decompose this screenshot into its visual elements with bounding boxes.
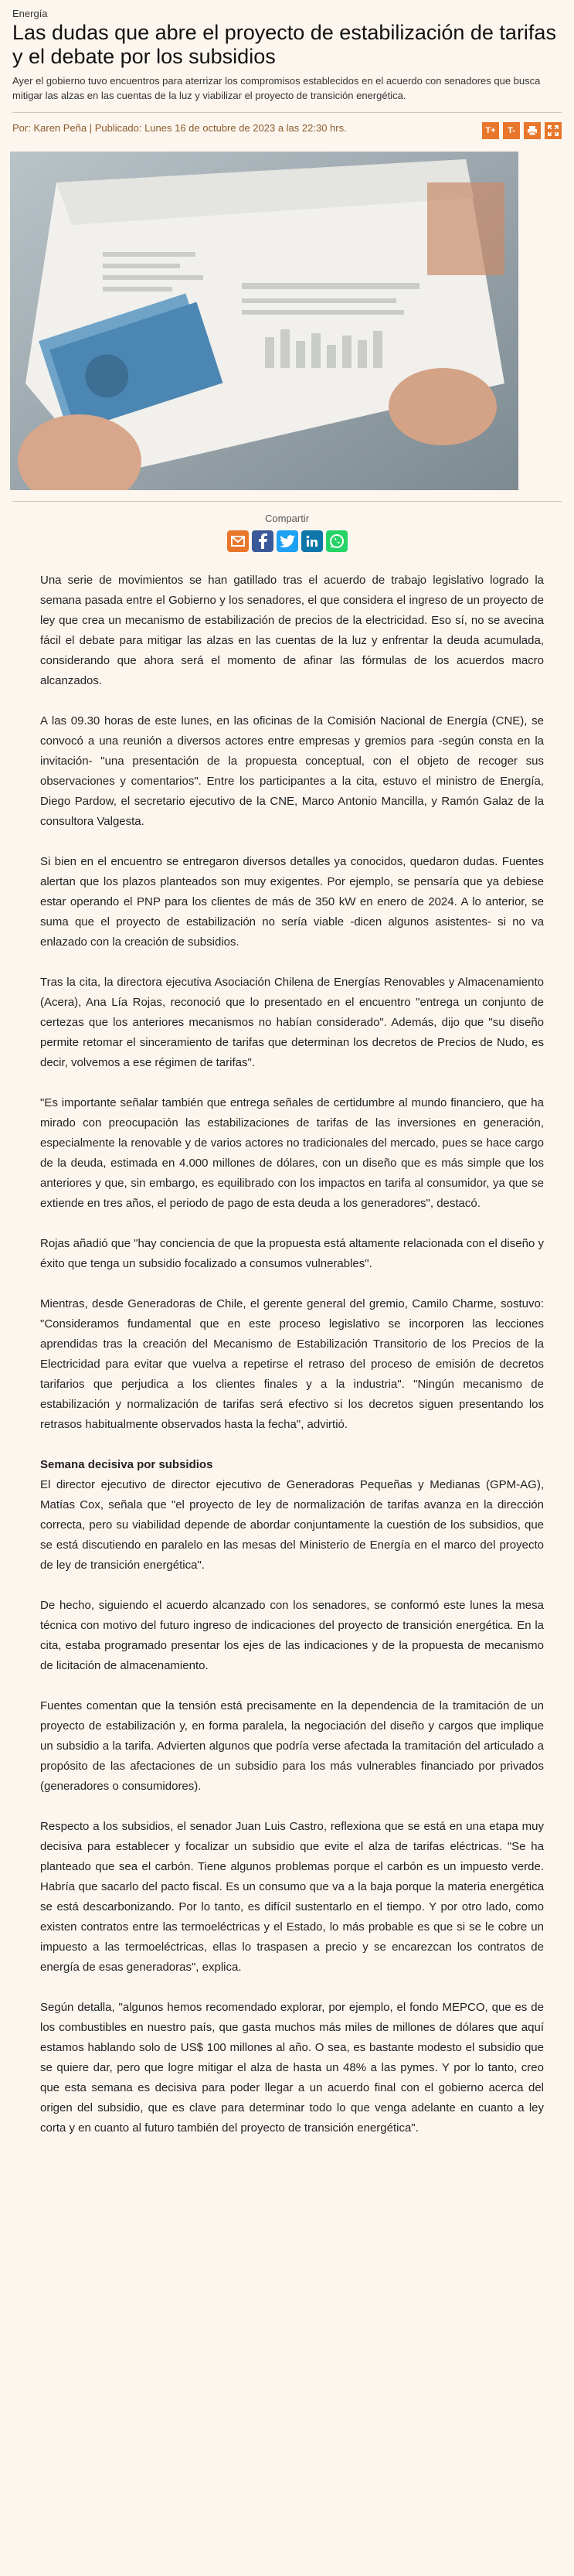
email-icon[interactable] [227, 530, 249, 552]
print-icon[interactable] [524, 122, 541, 139]
share-label: Compartir [264, 513, 310, 524]
share-buttons [0, 530, 574, 552]
paragraph: De hecho, siguiendo el acuerdo alcanzado con los senadores, se conformó este lunes la mesa técnica con motivo del futuro ingreso de indicaciones del proyecto de transición energética. En la cita, estaba programado presentar los ejes de las indicaciones y de la propuesta de mecanismo de licitación de almacenamiento. [40, 1599, 544, 1672]
paragraph: Respecto a los subsidios, el senador Juan Luis Castro, reflexiona que se está en una etapa muy decisiva para establecer y focalizar un subsidio que evite el alza de tarifas eléctricas. "Se ha planteado que sea el carbón. Tiene algunos problemas porque el carbón es un impuesto verde. Habría que sacarlo del pacto fiscal. Es un consumo que va a la baja porque la materia energética se está descarbonizando. Por lo tanto, es difícil sustentarlo en el tiempo. Y por otro lado, como existen contratos entre las termoeléctricas y el Estado, lo más probable es que si se le cobre un impuesto a las termoeléctricas, ellas lo traspasen a precio y se encarezcan los contratos de energía de esas generadoras", explica. [40, 1820, 544, 1974]
font-increase-icon[interactable] [482, 122, 499, 139]
article-tools [482, 122, 562, 139]
article-header [0, 0, 574, 145]
publish-date: | Publicado: Lunes 16 de octubre de 2023 a las 22:30 hrs. [89, 122, 347, 134]
paragraph: Tras la cita, la directora ejecutiva Asociación Chilena de Energías Renovables y Almacenamiento (Acera), Ana Lía Rojas, reconoció que lo presentado en el encuentro "entrega un conjunto de certezas que los anteriores mecanismos no habían considerado". Además, dijo que "su diseño permite retomar el sinceramiento de tarifas que determinan los decretos de Precios de Nudo, es decir, volvemos a ese régimen de tarifas". [40, 976, 544, 1069]
paragraph: El director ejecutivo de director ejecutivo de Generadoras Pequeñas y Medianas (GPM-AG), Matías Cox, señala que "el proyecto de ley de normalización de tarifas avanza en la dirección correcta, pero su viabilidad depende de abordar conjuntamente la cuestión de los subsidios, que se está discutiendo en paralelo en las mesas del Ministerio de Energía en el marco del proyecto de ley de transición energética". [40, 1478, 544, 1572]
whatsapp-icon[interactable] [326, 530, 348, 552]
article-photo [10, 152, 518, 490]
facebook-icon[interactable] [252, 530, 273, 552]
font-increase-label: T+ [485, 126, 496, 135]
author-link[interactable]: Karen Peña [33, 122, 87, 134]
article-body [0, 571, 574, 2138]
paragraph: A las 09.30 horas de este lunes, en las oficinas de la Comisión Nacional de Energía (CNE), se convocó a una reunión a diversos actores entre empresas y gremios para -según consta en la invitación- "una presentación de la propuesta conceptual, con el objeto de recoger sus observaciones y comentarios". Entre los participantes a la cita, estuvo el ministro de Energía, Diego Pardow, el secretario ejecutivo de la CNE, Marco Antonio Mancilla, y Ramón Galaz de la consultora Valgesta. [40, 714, 544, 828]
section-label[interactable]: Energía [12, 8, 48, 19]
article-meta [12, 113, 562, 145]
twitter-icon[interactable] [277, 530, 298, 552]
font-decrease-icon[interactable] [503, 122, 520, 139]
linkedin-icon[interactable] [301, 530, 323, 552]
paragraph: Fuentes comentan que la tensión está precisamente en la dependencia de la tramitación de un proyecto de estabilización y, en forma paralela, la negociación del diseño y cargos que implique un subsidio a la tarifa. Advierten algunos que podría verse afectada la tramitación del articulado a propósito de las afectaciones de un subsidio para los más vulnerables financiado por privados (generadores o consumidores). [40, 1699, 544, 1793]
article-title: Las dudas que abre el proyecto de estabilización de tarifas y el debate por los subsidios [12, 21, 556, 68]
by-label: Por: [12, 122, 31, 134]
paragraph: Una serie de movimientos se han gatillado tras el acuerdo de trabajo legislativo logrado la semana pasada entre el Gobierno y los senadores, el que considera el ingreso de un proyecto de ley que crea un mecanismo de estabilización de precios de la electricidad. Eso sí, no se avecina fácil el debate para mitigar las alzas en las cuentas de la luz y enfrentar la deuda acumulada, considerando que ahora será el momento de afinar las fórmulas de los acuerdos macro alcanzados. [40, 574, 544, 687]
byline [12, 121, 347, 135]
subheading: Semana decisiva por subsidios [40, 1458, 213, 1471]
paragraph: "Es importante señalar también que entrega señales de certidumbre al mundo financiero, que ha mirado con preocupación las estabilizaciones de tarifas de las inversiones en generación, especialmente la renovable y de varios actores no tradicionales del mercado, pues se hace cargo de la deuda, estimada en 4.000 millones de dólares, con un diseño que es más simple que los anteriores y que, sin embargo, es equilibrado con los impactos en tarifa al consumidor, ya que se extiende en tres años, el periodo de pago de esta deuda a los generadores", destacó. [40, 1096, 544, 1210]
share-section [0, 501, 574, 552]
expand-icon[interactable] [545, 122, 562, 139]
article-lead: Ayer el gobierno tuvo encuentros para aterrizar los compromisos establecidos en el acuerdo con senadores que busca mitigar las alzas en las cuentas de la luz y viabilizar el proyecto de transición energética. [12, 75, 541, 101]
paragraph: Si bien en el encuentro se entregaron diversos detalles ya conocidos, quedaron dudas. Fuentes alertan que los plazos planteados son muy exigentes. Por ejemplo, se pensaría que ya debiese estar operando el PNP para los clientes de más de 350 kW en enero de 2024. A lo anterior, se suma que el proyecto de estabilización no sería viable -dicen algunos asistentes- si no va enlazado con la creación de subsidios. [40, 855, 544, 949]
paragraph: Rojas añadió que "hay conciencia de que la propuesta está altamente relacionada con el diseño y éxito que tenga un subsidio focalizado a consumos vulnerables". [40, 1237, 544, 1270]
paragraph: Mientras, desde Generadoras de Chile, el gerente general del gremio, Camilo Charme, sostuvo: "Consideramos fundamental que en este proceso legislativo se incorporen las lecciones aprendidas tras la creación del Mecanismo de Estabilización Transitorio de los Precios de la Electricidad para evitar que vuelva a repetirse el retraso del proceso de emisión de decretos tarifarios que perjudica a los clientes finales y a la industria". "Ningún mecanismo de estabilización y normalización de tarifas será efectivo si los decretos siguen presentando los retrasos habitualmente observados hasta la fecha", advirtió. [40, 1297, 544, 1431]
paragraph: Según detalla, "algunos hemos recomendado explorar, por ejemplo, el fondo MEPCO, que es de los combustibles en nuestro país, que gasta muchos más miles de millones de dólares que aquí estamos hablando solo de US$ 100 millones al año. O sea, es bastante modesto el subsidio que se quiere dar, pero que logre mitigar el alza de hasta un 48% a las pymes. Y por lo tanto, creo que esta semana es decisiva para poder llegar a un acuerdo final con el gobierno acerca del origen del subsidio, que es clave para determinar todo lo que venga adelante en cuanto a ley corta y en cuanto al futuro también del proyecto de transición energética". [40, 2001, 544, 2135]
divider [12, 501, 562, 502]
font-decrease-label: T- [508, 126, 515, 135]
